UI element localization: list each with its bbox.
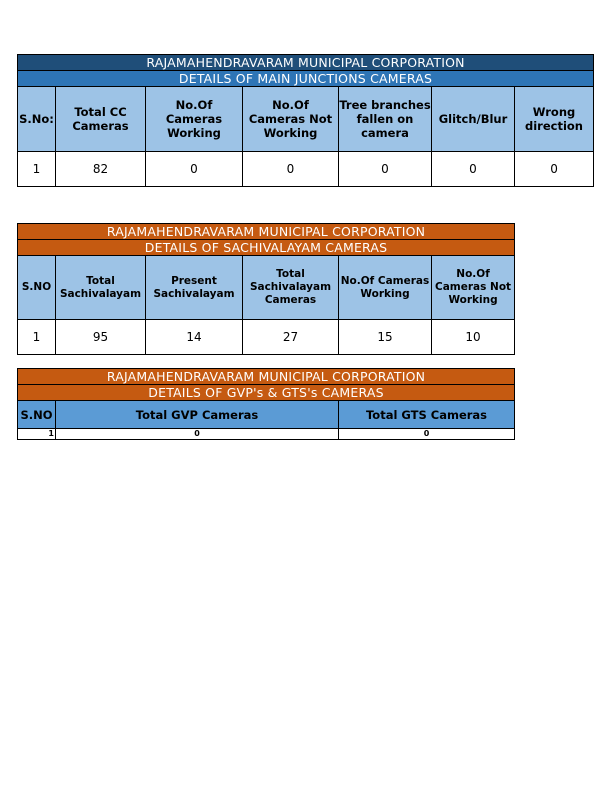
table-cell: 95: [56, 320, 146, 355]
table-row: [18, 320, 515, 355]
table-row: [18, 429, 515, 440]
sachivalayam-table: [17, 223, 515, 355]
column-header: Glitch/Blur: [432, 87, 515, 152]
column-header: S.NO: [18, 256, 56, 320]
table-cell: 1: [18, 152, 56, 187]
gvp-gts-section: [17, 368, 515, 440]
table-cell: 15: [339, 320, 432, 355]
table-cell: 0: [146, 152, 243, 187]
table-cell: 0: [339, 429, 515, 440]
table-cell: 82: [56, 152, 146, 187]
column-header: No.Of Cameras Working: [339, 256, 432, 320]
section-subtitle: DETAILS OF GVP's & GTS's CAMERAS: [18, 385, 515, 401]
section-subtitle: DETAILS OF SACHIVALAYAM CAMERAS: [18, 240, 515, 256]
column-header: Present Sachivalayam: [146, 256, 243, 320]
column-header: S.No:: [18, 87, 56, 152]
org-title: RAJAMAHENDRAVARAM MUNICIPAL CORPORATION: [18, 369, 515, 385]
column-header: No.Of Cameras Not Working: [243, 87, 339, 152]
table-cell: 10: [432, 320, 515, 355]
main-junctions-section: [17, 54, 594, 187]
table-cell: 1: [18, 429, 56, 440]
sachivalayam-section: [17, 223, 515, 355]
column-header: Total Sachivalayam: [56, 256, 146, 320]
column-header: Total GTS Cameras: [339, 401, 515, 429]
table-row: [18, 152, 594, 187]
table-cell: 0: [339, 152, 432, 187]
table-cell: 0: [56, 429, 339, 440]
table-cell: 0: [432, 152, 515, 187]
column-header: No.Of Cameras Working: [146, 87, 243, 152]
section-subtitle: DETAILS OF MAIN JUNCTIONS CAMERAS: [18, 71, 594, 87]
column-header: No.Of Cameras Not Working: [432, 256, 515, 320]
column-header: Total GVP Cameras: [56, 401, 339, 429]
main-junctions-table: [17, 54, 594, 187]
gvp-gts-table: [17, 368, 515, 440]
table-cell: 14: [146, 320, 243, 355]
table-cell: 0: [243, 152, 339, 187]
table-cell: 1: [18, 320, 56, 355]
column-header: Tree branches fallen on camera: [339, 87, 432, 152]
column-header: Total Sachivalayam Cameras: [243, 256, 339, 320]
table-cell: 27: [243, 320, 339, 355]
table-cell: 0: [515, 152, 594, 187]
org-title: RAJAMAHENDRAVARAM MUNICIPAL CORPORATION: [18, 55, 594, 71]
column-header: Wrong direction: [515, 87, 594, 152]
column-header: Total CC Cameras: [56, 87, 146, 152]
org-title: RAJAMAHENDRAVARAM MUNICIPAL CORPORATION: [18, 224, 515, 240]
column-header: S.NO: [18, 401, 56, 429]
